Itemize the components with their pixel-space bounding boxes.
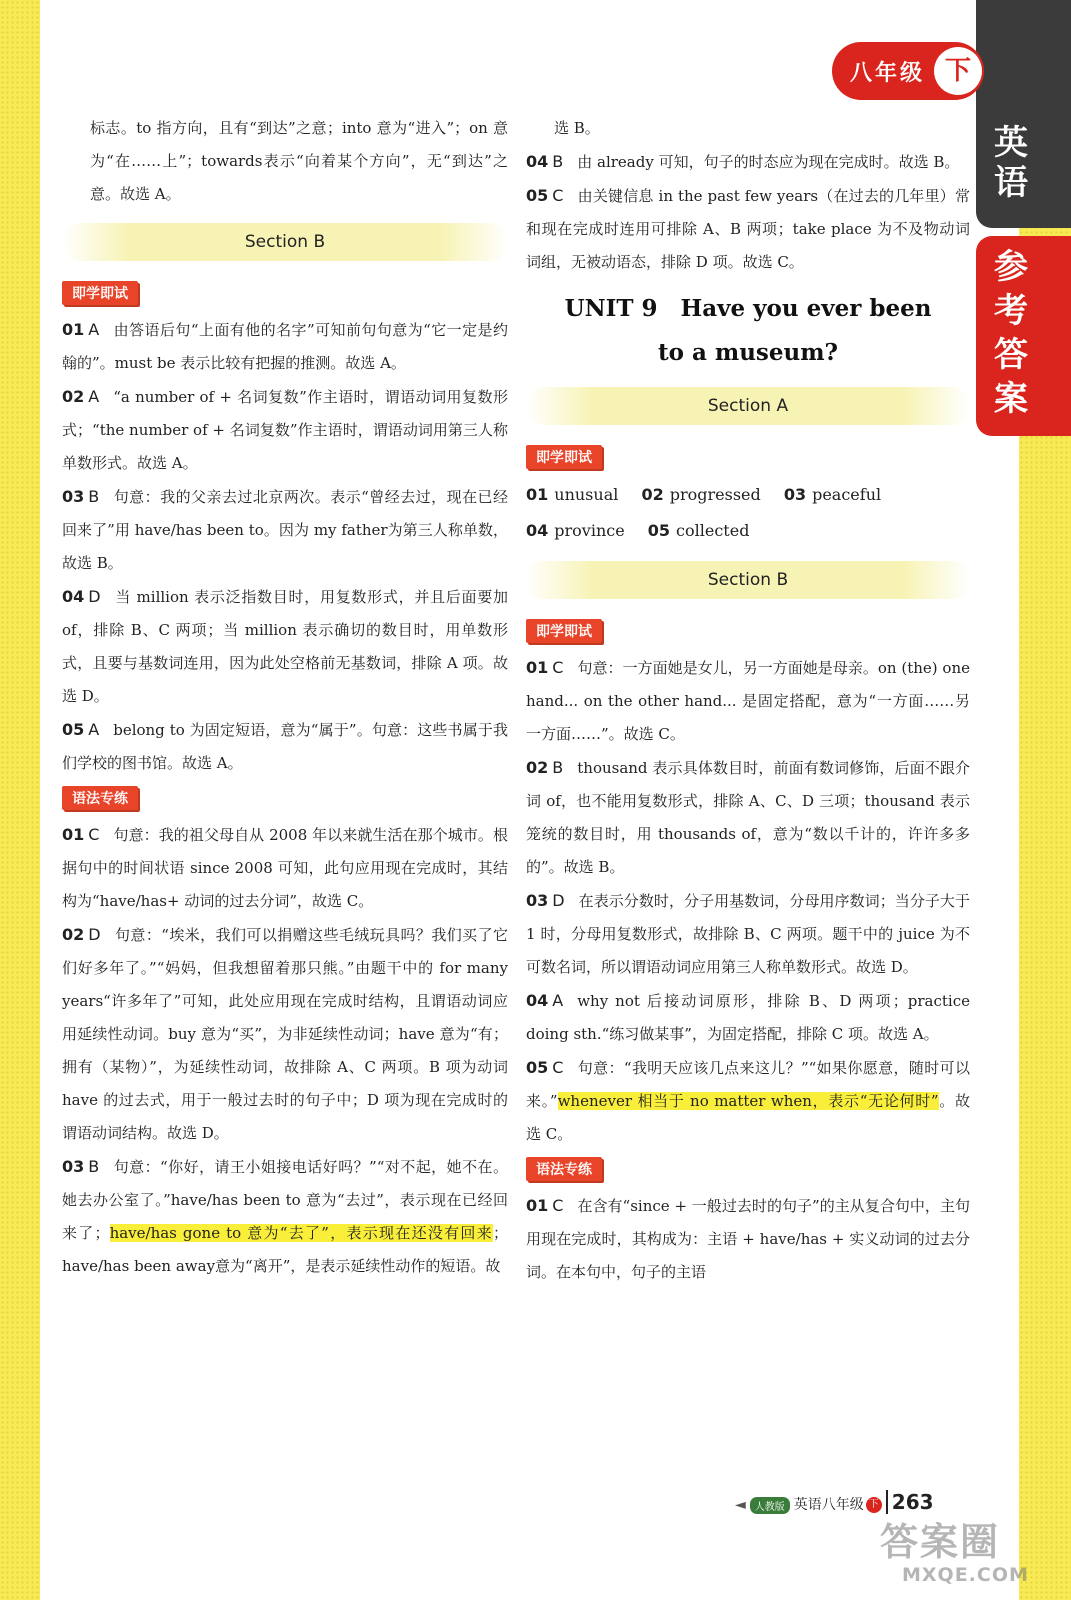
answer-item: 04 B 由 already 可知，句子的时态应为现在完成时。故选 B。 — [526, 152, 960, 171]
answer-item: 02 B thousand 表示具体数目时，前面有数词修饰，后面不跟介词 of，也不能用复数形式，排除 A、C、D 三项；thousand 表示笼统的数目时，用 thousands of，意为“数以千计的，许许多多的”。故选 B。 — [526, 758, 970, 876]
section-b-heading: Section B — [526, 561, 970, 599]
practice-tag: 即学即试 — [526, 445, 602, 469]
answer-key-char-2: 考 — [994, 291, 1028, 331]
grade-label: 八年级 — [850, 61, 926, 86]
continued-paragraph: 标志。to 指方向，且有“到达”之意；into 意为“进入”；on 意为“在……上”；towards表示“向着某个方向”，无“到达”之意。故选 A。 — [90, 119, 508, 203]
page-number: 263 — [886, 1490, 934, 1514]
edition-badge: 人教版 — [750, 1497, 790, 1514]
subject-char-1: 英 — [994, 123, 1028, 163]
answer-item: 03 B 句意：我的父亲去过北京两次。表示“曾经去过，现在已经回来了”用 have/has been to。因为 my father为第三人称单数，故选 B。 — [62, 487, 508, 572]
answer-item: 05 A belong to 为固定短语，意为“属于”。句意：这些书属于我们学校的图书馆。故选 A。 — [62, 720, 508, 772]
left-column — [62, 112, 508, 1283]
arrow-left-icon: ◄ — [735, 1497, 746, 1513]
book-title: 英语八年级 — [793, 1497, 864, 1513]
answer-item: 04 A why not 后接动词原形，排除 B、D 两项；practice doing sth.“练习做某事”，为固定搭配，排除 C 项。故选 A。 — [526, 991, 970, 1043]
answer-key-char-3: 答 — [994, 335, 1028, 375]
answer-item: 01 C 句意：我的祖父母自从 2008 年以来就生活在那个城市。根据句中的时间状语 since 2008 可知，此句应用现在完成时，其结构为“have/has+ 动词的过去分词”，故选 C。 — [62, 825, 508, 910]
term-badge: 下 — [866, 1497, 882, 1513]
page-footer — [735, 1490, 934, 1524]
grammar-tag: 语法专练 — [526, 1157, 602, 1181]
highlighted-text: have/has gone to 意为“去了”，表示现在还没有回来 — [109, 1224, 493, 1242]
answer-item: 02 D 句意：“埃米，我们可以捐赠这些毛绒玩具吗？我们买了它们好多年了。”“妈妈，但我想留着那只熊。”由题干中的 for many years“许多年了”可知，此处应用现在完成时结构，且谓语动词应用延续性动词。buy 意为“买”，为非延续性动词；have 意为“有；拥有（某物）”，为延续性动词，故排除 A、C 两项。B 项为动词 have 的过去式，用于一般过去时的句子中；D 项为现在完成时的谓语动词结构。故选 D。 — [62, 925, 508, 1142]
answer-item: 03 D 在表示分数时，分子用基数词，分母用序数词；当分子大于 1 时，分母用复数形式，故排除 B、C 两项。题干中的 juice 为不可数名词，所以谓语动词应用第三人称单数形式。故选 D。 — [526, 891, 970, 976]
practice-tag: 即学即试 — [62, 281, 138, 305]
grade-badge — [832, 42, 984, 100]
unit-title — [526, 287, 970, 375]
highlighted-text: whenever 相当于 no matter when，表示“无论何时” — [557, 1092, 939, 1110]
answer-item: 02 A “a number of + 名词复数”作主语时，谓语动词用复数形式；“the number of + 名词复数”作主语时，谓语动词用第三人称单数形式。故选 A。 — [62, 387, 508, 472]
section-a-heading: Section A — [526, 387, 970, 425]
answer-key-char-1: 参 — [994, 247, 1028, 287]
unit-title-line-1: UNIT 9 Have you ever been — [564, 295, 932, 322]
answer-item: 04 D 当 million 表示泛指数目时，用复数形式，并且后面要加 of，排除 B、C 两项；当 million 表示确切的数目时，用单数形式，且要与基数词连用，因为此处空格前无基数词，排除 A 项。故选 D。 — [62, 587, 508, 705]
answer-item: 01 A 由答语后句“上面有他的名字”可知前句句意为“它一定是约翰的”。must be 表示比较有把握的推测。故选 A。 — [62, 320, 508, 372]
answer-item: 05 C 句意：“我明天应该几点来这儿？”“如果你愿意，随时可以来。”whenever 相当于 no matter when，表示“无论何时”。故选 C。 — [526, 1058, 970, 1143]
left-decor-strip — [0, 0, 40, 1600]
answer-item: 03 B 句意：“你好，请王小姐接电话好吗？”“对不起，她不在。她去办公室了。”have/has been to 意为“去过”，表示现在已经回来了；have/has gone to 意为“去了”，表示现在还没有回来；have/has been away意为“离开”，是表示延续性动作的短语。故 — [62, 1157, 508, 1275]
grammar-tag: 语法专练 — [62, 786, 138, 810]
answer-item: 01 C 在含有“since + 一般过去时的句子”的主从复合句中，主句用现在完成时，其构成为：主语 + have/has + 实义动词的过去分词。在本句中，句子的主语 — [526, 1196, 970, 1281]
answer-key-char-4: 案 — [994, 379, 1028, 419]
subject-char-2: 语 — [994, 163, 1028, 203]
answer-item: 05 C 由关键信息 in the past few years（在过去的几年里）常和现在完成时连用可排除 A、B 两项；take place 为不及物动词词组，无被动语态，排除 D 项。故选 C。 — [526, 186, 970, 271]
right-column — [526, 112, 970, 1289]
practice-tag: 即学即试 — [526, 619, 602, 643]
watermark: 答案圈 MXQE.COM — [880, 1520, 1029, 1586]
vocab-answers: 01 unusual 02 progressed 03 peaceful 04 province 05 collected — [526, 485, 882, 540]
section-b-heading: Section B — [62, 223, 508, 261]
answer-item: 01 C 句意：一方面她是女儿，另一方面她是母亲。on (the) one hand... on the other hand... 是固定搭配，意为“一方面……另一方面……”。故选 C。 — [526, 658, 970, 743]
continued-paragraph: 选 B。 — [554, 119, 600, 137]
grade-term: 下 — [934, 47, 982, 95]
unit-title-line-2: to a museum? — [657, 339, 839, 366]
